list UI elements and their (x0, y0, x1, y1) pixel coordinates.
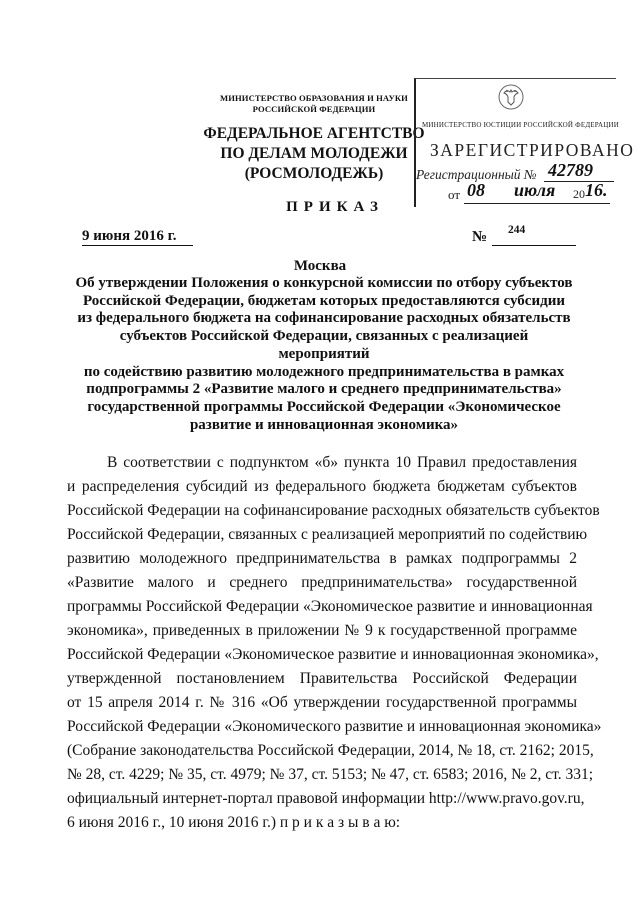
reg-date-prefix: от (448, 187, 461, 202)
registration-stamp (414, 78, 635, 207)
ministry-name (196, 93, 432, 115)
body-line: от 15 апреля 2014 г. № 316 «Об утверждении государственной программы (67, 694, 577, 711)
reg-date-month: июля (514, 180, 556, 200)
reg-date-line (464, 203, 610, 204)
body-line: В соответствии с подпунктом «б» пункта 10 Правил предоставления (107, 454, 577, 471)
agency-name (196, 124, 432, 184)
body-line: Российской Федерации «Экономического развитие и инновационная экономика» (67, 718, 602, 735)
order-number-underline (492, 245, 576, 246)
city: Москва (293, 258, 347, 274)
body-line: программы Российской Федерации «Экономическое развитие и инновационная (67, 598, 593, 615)
agency-line: ФЕДЕРАЛЬНОЕ АГЕНТСТВО (203, 125, 425, 142)
body-line: развитию молодежного предпринимательства в рамках подпрограммы 2 (67, 550, 577, 567)
body-line: Российской Федерации на софинансирование расходных обязательств субъектов (67, 502, 600, 519)
body-line: Российской Федерации, связанных с реализацией мероприятий по содействию (67, 526, 588, 543)
reg-date-year-suffix: 16. (585, 180, 608, 200)
agency-line: ПО ДЕЛАМ МОЛОДЕЖИ (220, 145, 408, 162)
ministry-line: РОССИЙСКОЙ ФЕДЕРАЦИИ (252, 104, 376, 114)
order-subject: Об утверждении Положения о конкурсной комиссии по отбору субъектов Российской Федерации, бюджетам которых предоставляются субсидии из федерального бюджета на софинансирование расходных обязательств субъектов Российской Федерации, связанных с реализацией мероприятий по содействию развитию молодежного предпринимательства в рамках подпрограммы 2 «Развитие малого и среднего предпринимательства» государственной программы Российской Федерации «Экономическое развитие и инновационная экономика» (75, 275, 573, 433)
stamp-status: ЗАРЕГИСТРИРОВАНО (430, 140, 635, 160)
order-number: 244 (508, 224, 526, 236)
double-headed-eagle-seal-icon (496, 82, 526, 112)
order-body (67, 451, 602, 835)
body-line: № 28, ст. 4229; № 35, ст. 4979; № 37, ст. 5153; № 47, ст. 6583; 2016, № 2, ст. 331; (67, 766, 594, 783)
body-line: «Развитие малого и среднего предпринимательства» государственной (67, 574, 577, 591)
body-line: (Собрание законодательства Российской Федерации, 2014, № 18, ст. 2162; 2015, (67, 742, 594, 759)
body-line: и распределения субсидий из федерального бюджета бюджетам субъектов (67, 478, 577, 495)
body-line: Российской Федерации «Экономическое развитие и инновационная экономика», (67, 646, 599, 663)
reg-number-value: 42789 (548, 160, 593, 180)
reg-date-year-prefix: 20 (573, 187, 585, 201)
order-date-underline (82, 245, 193, 246)
body-line: официальный интернет-портал правовой информации http://www.pravo.gov.ru, (67, 790, 585, 807)
order-date: 9 июня 2016 г. (82, 228, 177, 244)
ministry-line: МИНИСТЕРСТВО ОБРАЗОВАНИЯ И НАУКИ (220, 93, 408, 103)
reg-date-day: 08 (467, 180, 485, 200)
document-type: ПРИКАЗ (286, 199, 384, 215)
body-line: экономика», приведенных в приложении № 9 к государственной программе (67, 622, 577, 639)
reg-number-label: Регистрационный № (416, 167, 537, 182)
order-number-label: № (472, 229, 488, 245)
stamp-ministry-text: МИНИСТЕРСТВО ЮСТИЦИИ РОССИЙСКОЙ ФЕДЕРАЦИИ (422, 121, 619, 129)
body-line: 6 июня 2016 г., 10 июня 2016 г.) п р и к а з ы в а ю: (67, 814, 401, 831)
body-line: утвержденной постановлением Правительства Российской Федерации (67, 670, 577, 687)
agency-line: (РОСМОЛОДЕЖЬ) (244, 165, 384, 182)
